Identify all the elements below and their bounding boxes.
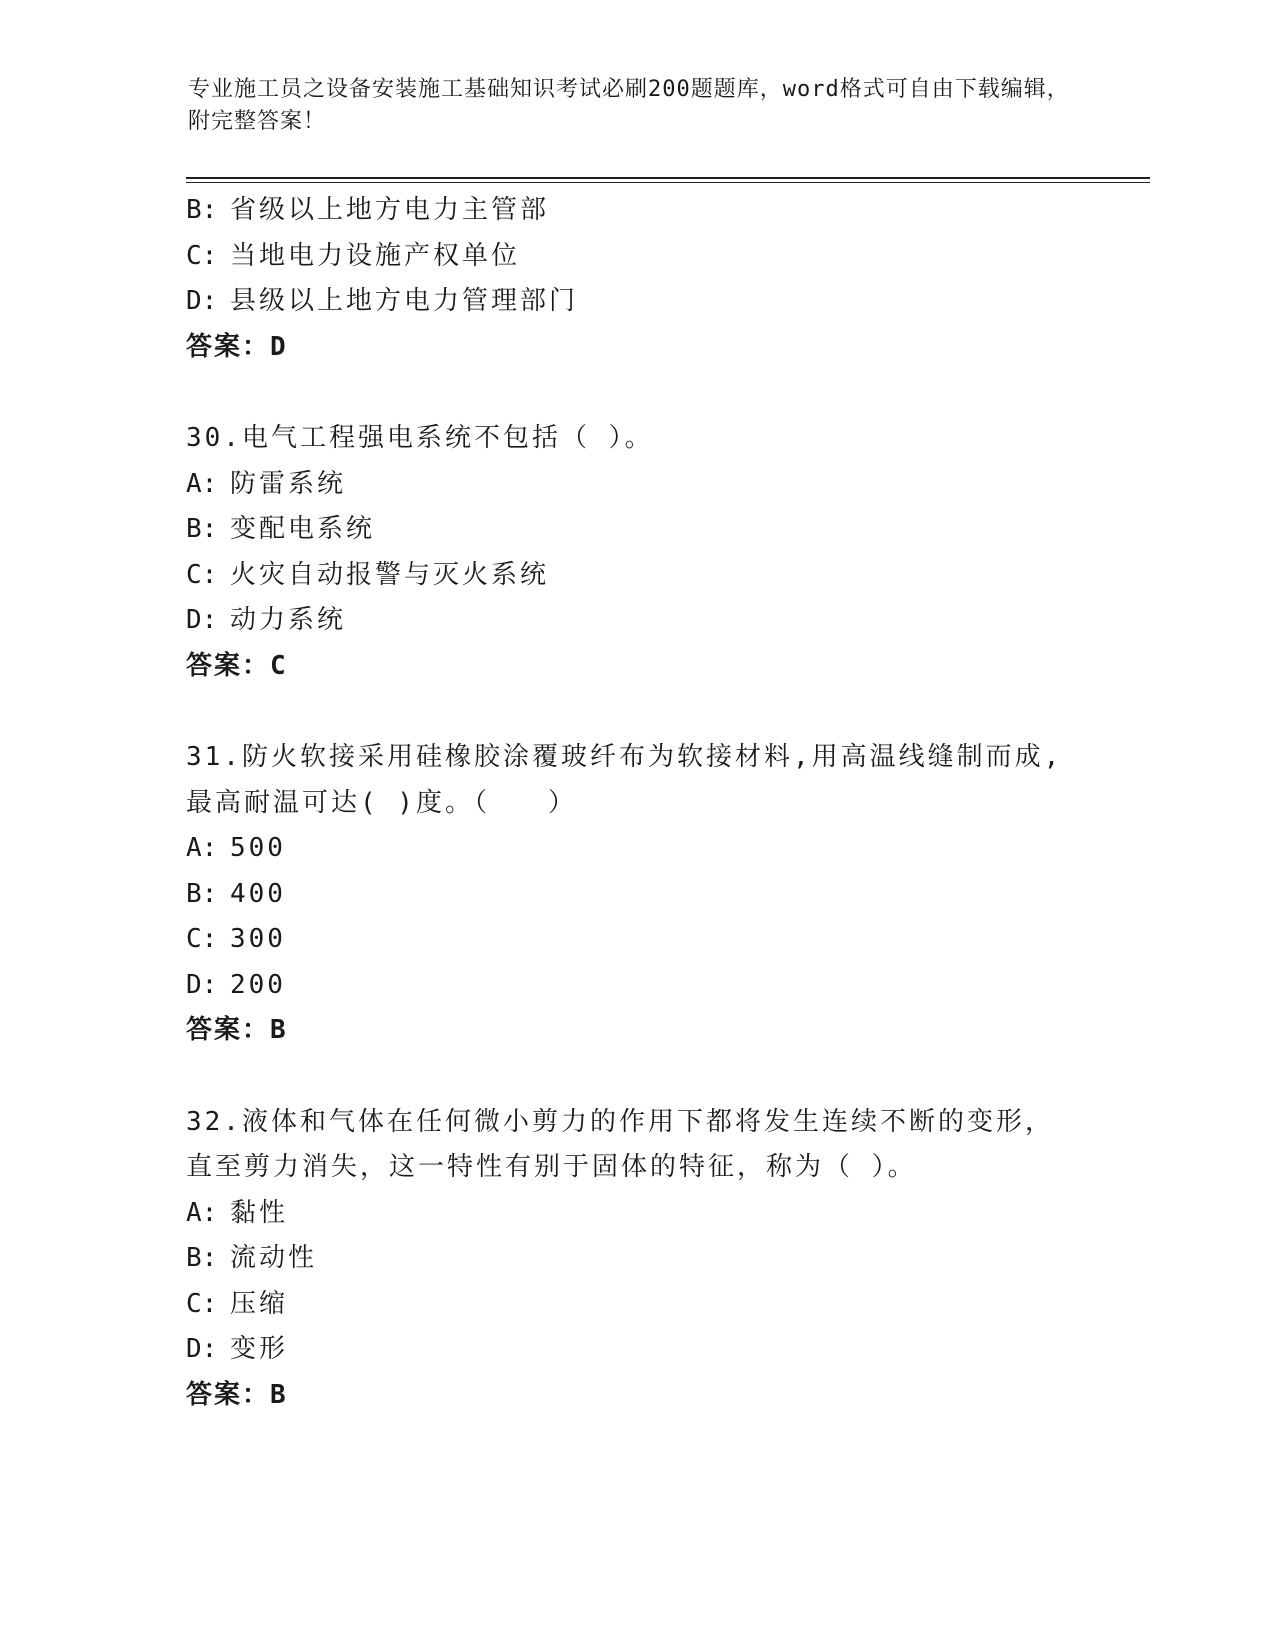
option-label: D: xyxy=(186,1334,218,1364)
spacer xyxy=(186,370,1086,416)
question-31 xyxy=(186,735,1086,1054)
option-label: A: xyxy=(186,468,218,499)
option-d xyxy=(186,963,1086,1009)
answer-line: 答案：B xyxy=(186,1379,288,1410)
option-a xyxy=(186,826,1086,872)
option-a xyxy=(186,1191,1086,1237)
option-b xyxy=(186,507,1086,553)
answer-line: 答案：B xyxy=(186,1015,288,1045)
option-label: B: xyxy=(186,514,218,544)
option-label: A: xyxy=(186,833,218,863)
option-text: 防雷系统 xyxy=(230,468,347,499)
option-d xyxy=(186,598,1086,644)
question-stem: 31.防火软接采用硅橡胶涂覆玻纤布为软接材料,用高温线缝制而成,最高耐温可达( )度。（ ） xyxy=(186,742,1063,818)
option-a xyxy=(186,462,1086,508)
option-label: D: xyxy=(186,286,218,316)
option-label: B: xyxy=(186,878,218,909)
question-list xyxy=(186,188,1086,1418)
option-text: 省级以上地方电力主管部 xyxy=(230,195,550,225)
document-header: 专业施工员之设备安装施工基础知识考试必刷200题题库，word格式可自由下载编辑，附完整答案！ xyxy=(188,77,1070,134)
option-label: D: xyxy=(186,969,218,1000)
option-label: A: xyxy=(186,1197,218,1228)
question-stem: 32.液体和气体在任何微小剪力的作用下都将发生连续不断的变形，直至剪力消失，这一特性有别于固体的特征，称为（ ）。 xyxy=(186,1106,1054,1182)
option-label: C: xyxy=(186,924,218,954)
option-c xyxy=(186,234,1086,280)
spacer xyxy=(186,689,1086,735)
option-text: 当地电力设施产权单位 xyxy=(230,240,521,271)
spacer xyxy=(186,1054,1086,1100)
option-label: B: xyxy=(186,195,218,225)
option-text: 流动性 xyxy=(230,1243,318,1273)
option-d xyxy=(186,1327,1086,1373)
option-c xyxy=(186,917,1086,963)
option-text: 400 xyxy=(230,878,286,909)
question-30 xyxy=(186,416,1086,689)
option-text: 压缩 xyxy=(230,1288,289,1319)
option-b xyxy=(186,1236,1086,1282)
option-c xyxy=(186,1282,1086,1328)
option-text: 200 xyxy=(230,969,286,1000)
option-c xyxy=(186,553,1086,599)
option-label: D: xyxy=(186,605,218,635)
option-b xyxy=(186,872,1086,918)
question-32 xyxy=(186,1100,1086,1419)
option-d xyxy=(186,279,1086,325)
option-text: 500 xyxy=(230,833,286,863)
question-29-continuation xyxy=(186,188,1086,370)
option-text: 动力系统 xyxy=(230,605,347,635)
option-label: B: xyxy=(186,1243,218,1273)
header-divider xyxy=(186,177,1150,183)
option-text: 变形 xyxy=(230,1334,289,1364)
option-text: 300 xyxy=(230,924,286,954)
answer-line: 答案：C xyxy=(186,650,288,681)
option-text: 县级以上地方电力管理部门 xyxy=(230,286,579,316)
option-label: C: xyxy=(186,1288,218,1319)
option-label: C: xyxy=(186,559,218,590)
option-text: 火灾自动报警与灭火系统 xyxy=(230,559,550,590)
question-stem: 30.电气工程强电系统不包括（ ）。 xyxy=(186,423,654,453)
option-text: 黏性 xyxy=(230,1197,289,1228)
option-text: 变配电系统 xyxy=(230,514,376,544)
option-b xyxy=(186,188,1086,234)
option-label: C: xyxy=(186,240,218,271)
answer-line: 答案：D xyxy=(186,331,288,362)
